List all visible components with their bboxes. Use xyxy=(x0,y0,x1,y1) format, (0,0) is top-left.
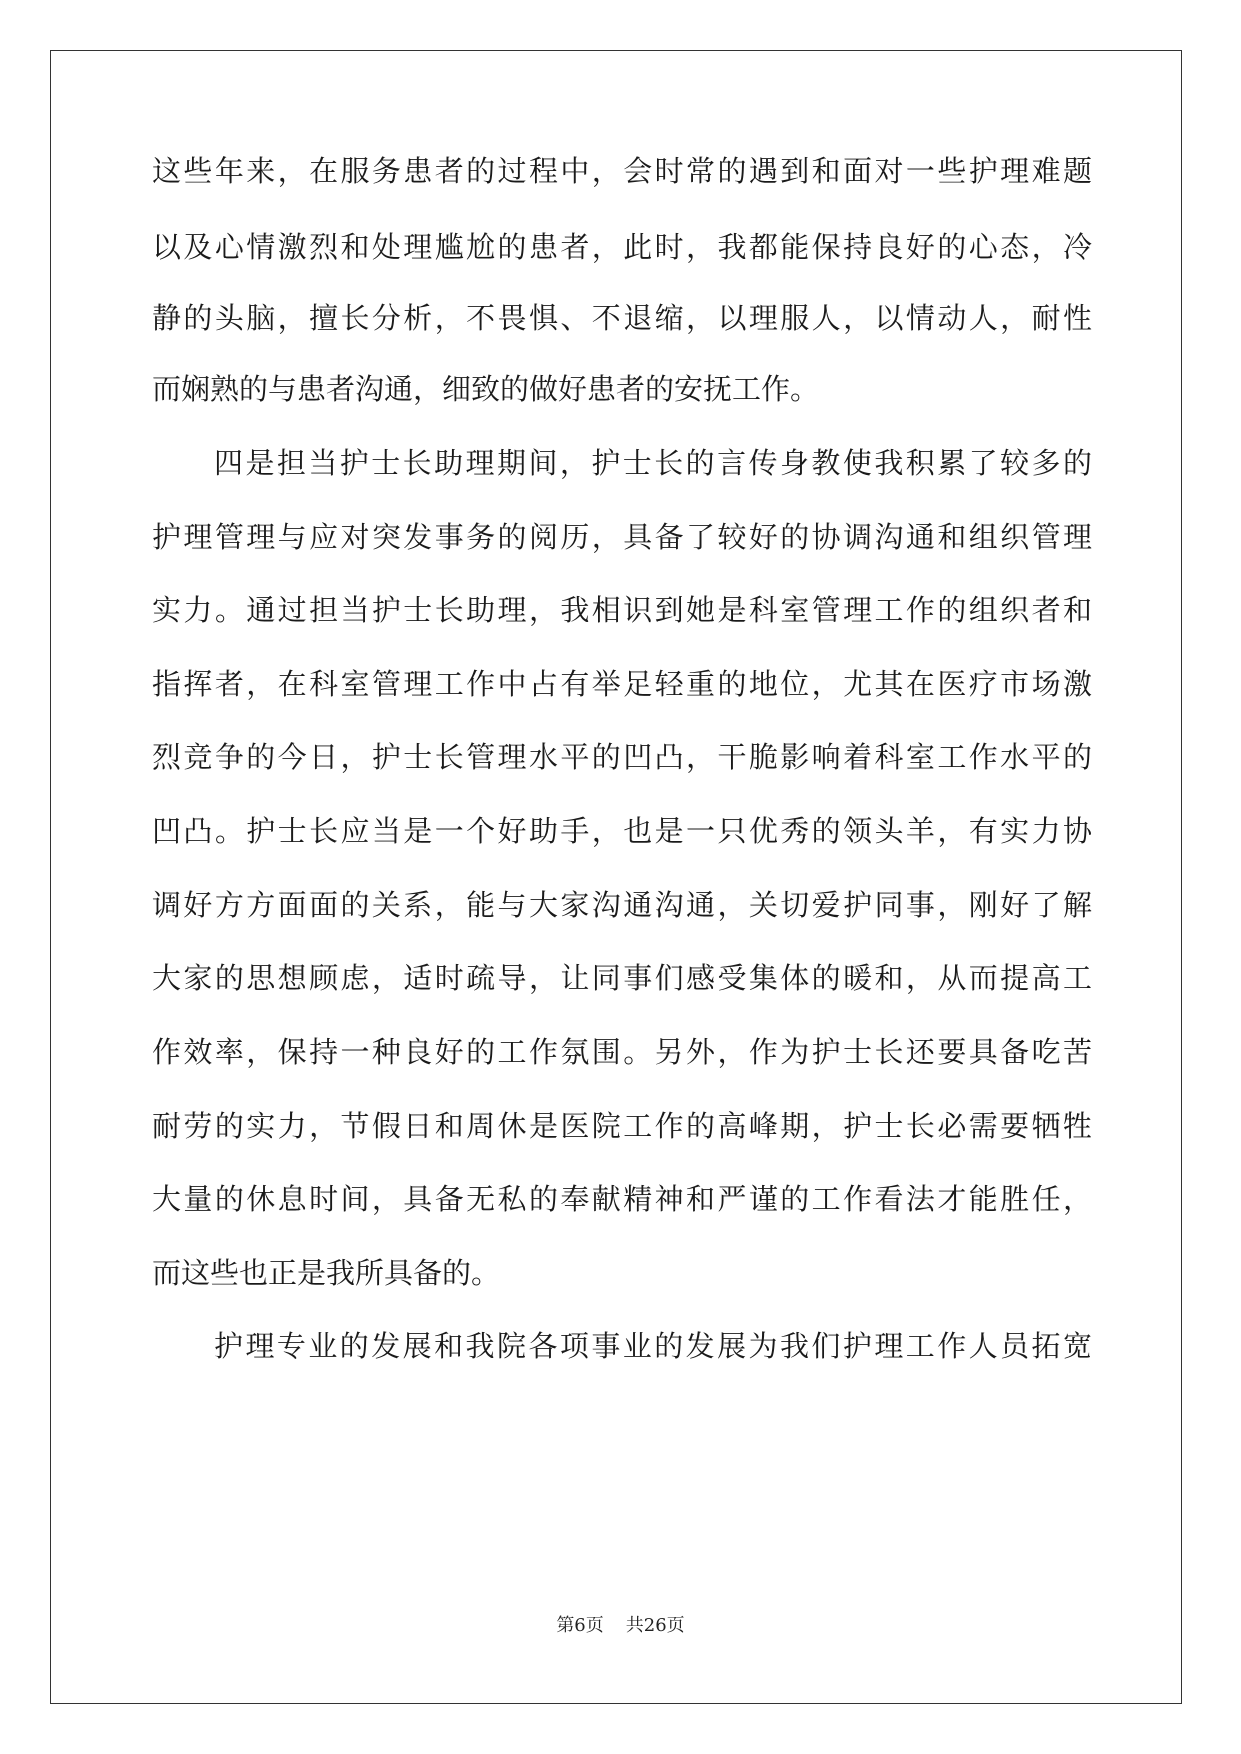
text-line-9: 烈竞争的今日，护士长管理水平的凹凸，干脆影响着科室工作水平的 xyxy=(152,740,1092,774)
text-line-14: 耐劳的实力，节假日和周休是医院工作的高峰期，护士长必需要牺牲 xyxy=(152,1109,1092,1143)
text-line-7: 实力。通过担当护士长助理，我相识到她是科室管理工作的组织者和 xyxy=(152,593,1092,627)
text-line-6: 护理管理与应对突发事务的阅历，具备了较好的协调沟通和组织管理 xyxy=(152,520,1092,554)
text-line-12: 大家的思想顾虑，适时疏导，让同事们感受集体的暖和，从而提高工 xyxy=(152,961,1092,995)
text-line-1: 这些年来，在服务患者的过程中，会时常的遇到和面对一些护理难题 xyxy=(152,154,1092,188)
text-line-11: 调好方方面面的关系，能与大家沟通沟通，关切爱护同事，刚好了解 xyxy=(152,888,1092,922)
page-number-total: 共26页 xyxy=(625,1615,685,1636)
page-number-current: 第6页 xyxy=(556,1615,604,1636)
text-line-8: 指挥者，在科室管理工作中占有举足轻重的地位，尤其在医疗市场激 xyxy=(152,667,1092,701)
page-footer xyxy=(0,1614,1241,1638)
text-line-17: 护理专业的发展和我院各项事业的发展为我们护理工作人员拓宽 xyxy=(214,1329,1092,1363)
text-line-5: 四是担当护士长助理期间，护士长的言传身教使我积累了较多的 xyxy=(214,446,1092,480)
text-line-13: 作效率，保持一种良好的工作氛围。另外，作为护士长还要具备吃苦 xyxy=(152,1035,1092,1069)
text-line-10: 凹凸。护士长应当是一个好助手，也是一只优秀的领头羊，有实力协 xyxy=(152,814,1092,848)
text-line-16: 而这些也正是我所具备的。 xyxy=(152,1256,501,1290)
text-line-15: 大量的休息时间，具备无私的奉献精神和严谨的工作看法才能胜任， xyxy=(152,1182,1092,1216)
text-line-3: 静的头脑，擅长分析，不畏惧、不退缩，以理服人，以情动人，耐性 xyxy=(152,301,1092,335)
text-line-2: 以及心情激烈和处理尴尬的患者，此时，我都能保持良好的心态，冷 xyxy=(152,230,1092,264)
text-line-4: 而娴熟的与患者沟通，细致的做好患者的安抚工作。 xyxy=(152,372,820,406)
